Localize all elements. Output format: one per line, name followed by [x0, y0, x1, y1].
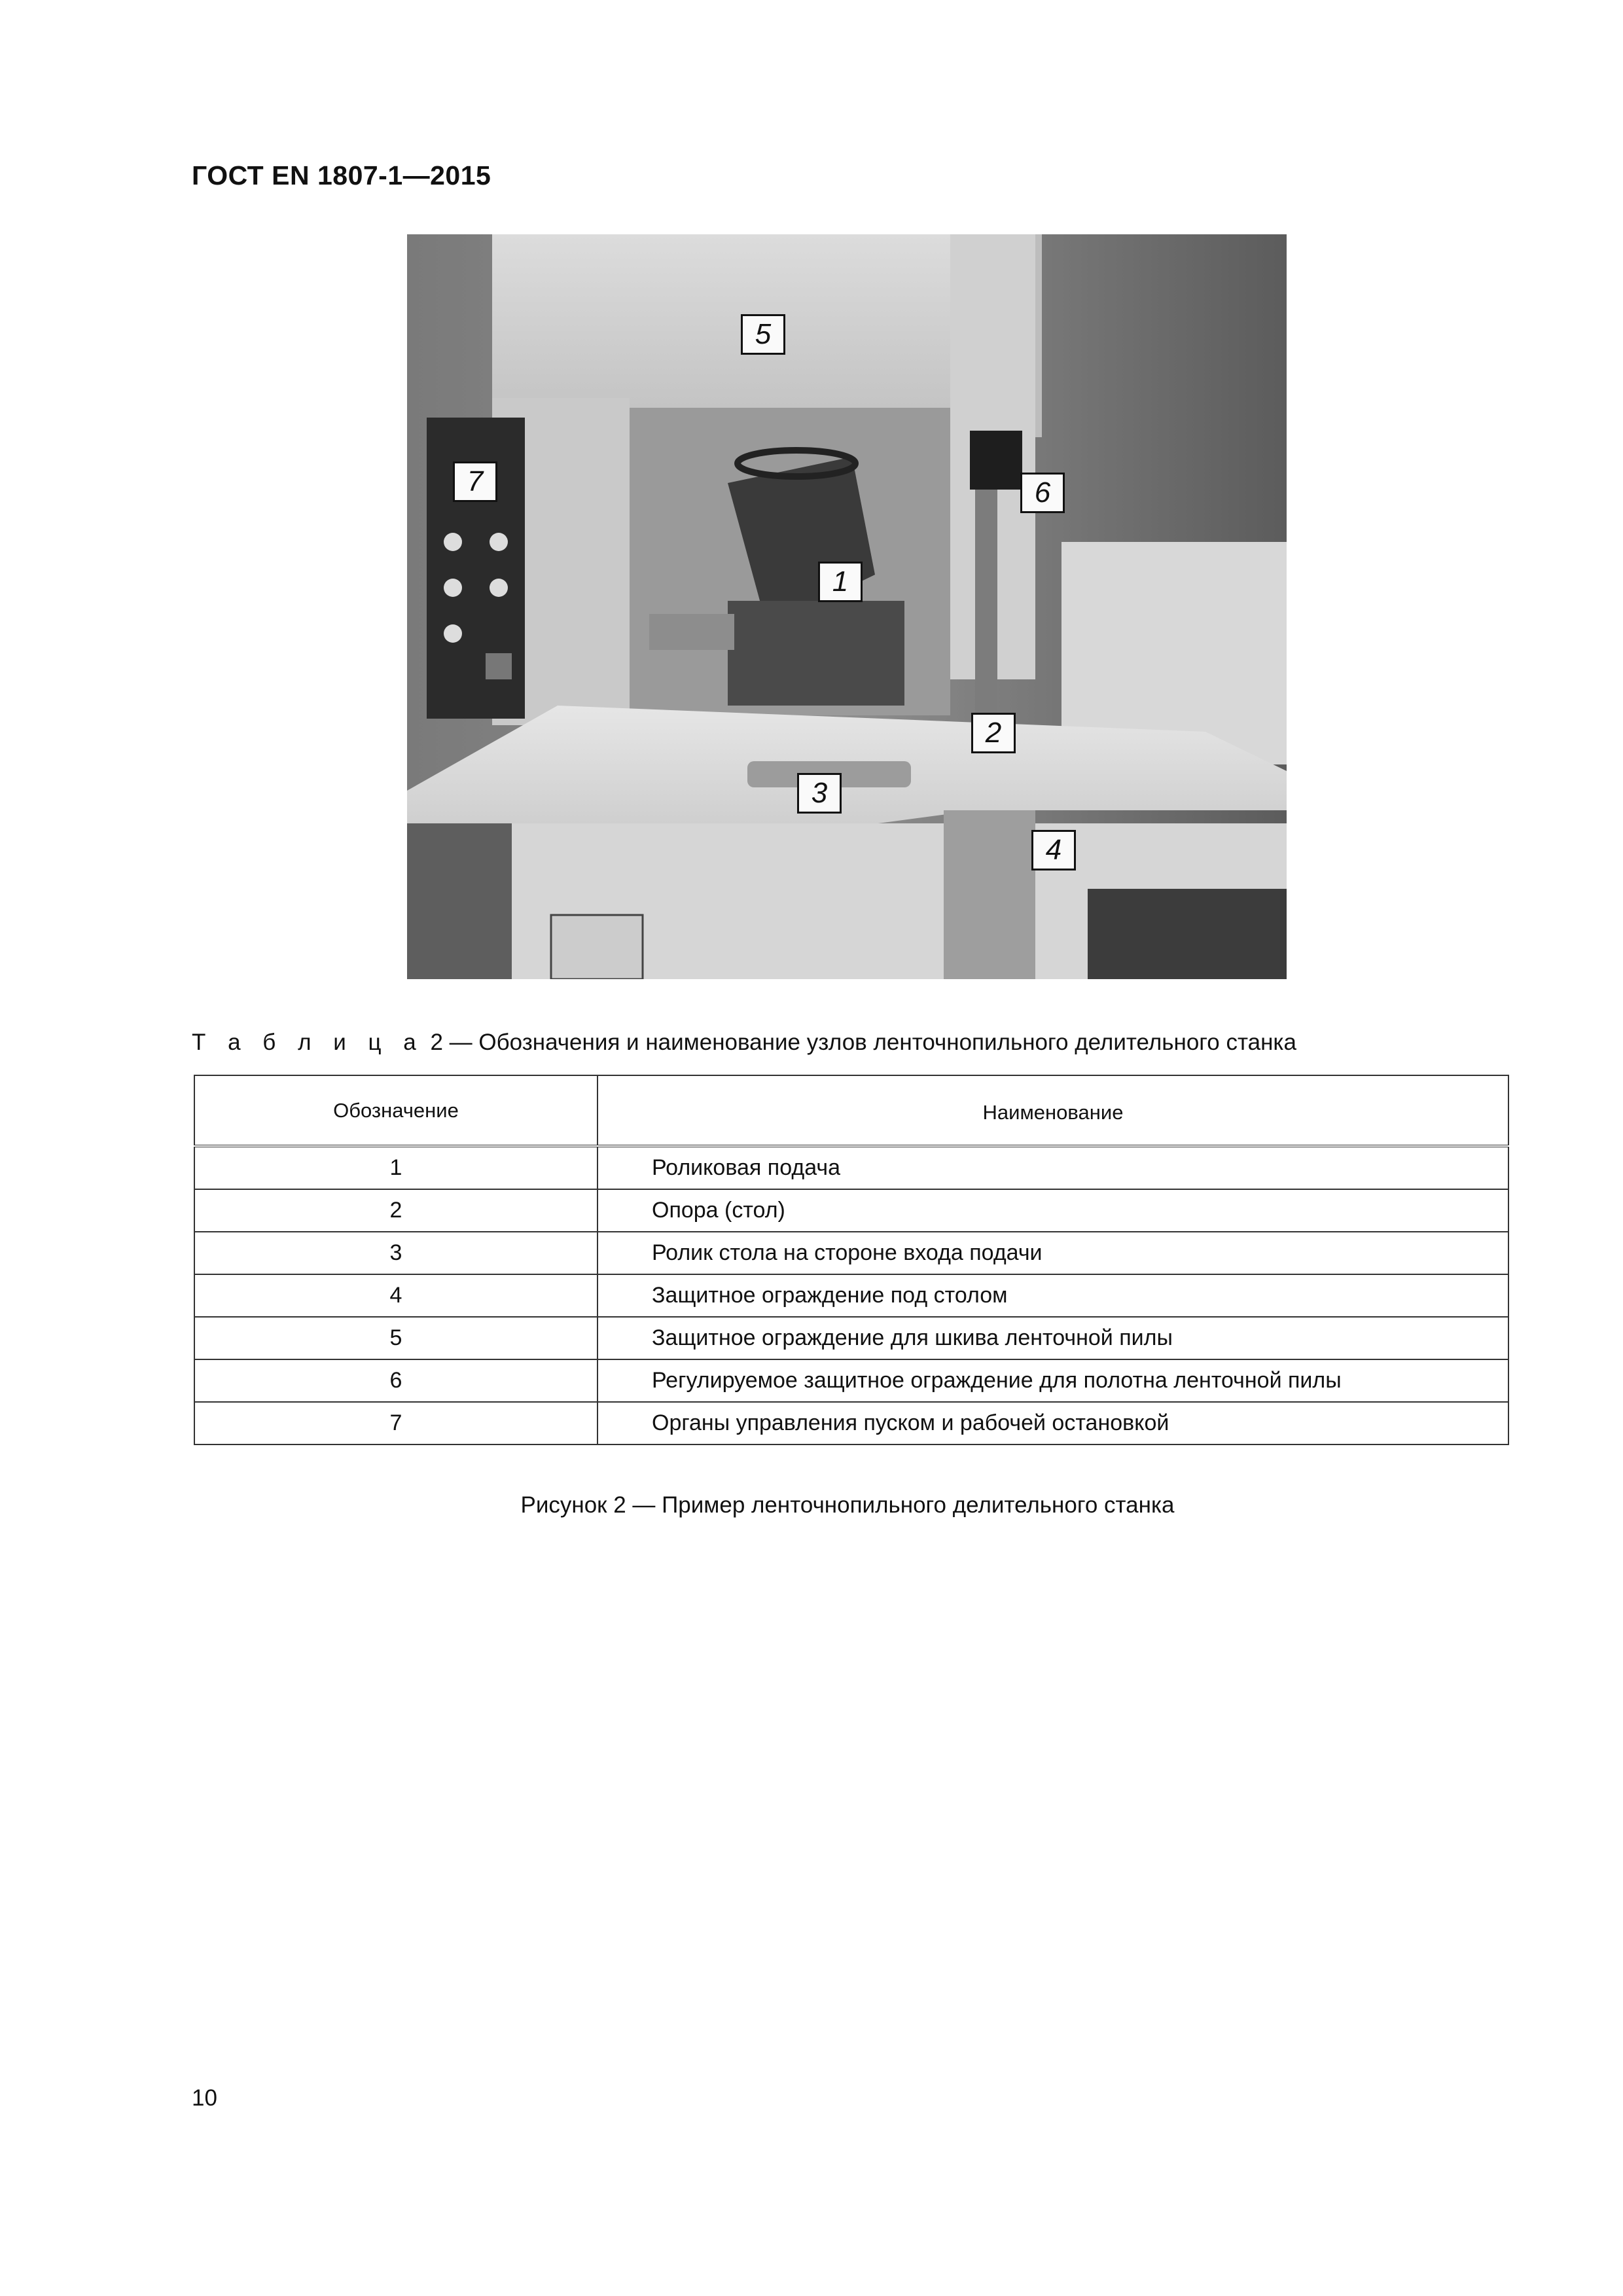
callout-6: 6: [1020, 473, 1065, 513]
page-number: 10: [192, 2085, 217, 2111]
table-caption-text: 2 — Обозначения и наименование узлов ленточнопильного делительного станка: [423, 1030, 1296, 1055]
header-designation: Обозначение: [194, 1075, 597, 1146]
row-name: Опора (стол): [597, 1189, 1508, 1232]
machine-photo: [407, 234, 1287, 979]
row-designation: 5: [194, 1317, 597, 1359]
row-name: Регулируемое защитное ограждение для полотна ленточной пилы: [597, 1359, 1508, 1402]
row-name: Ролик стола на стороне входа подачи: [597, 1232, 1508, 1274]
callout-5: 5: [741, 314, 785, 355]
row-designation: 1: [194, 1146, 597, 1189]
row-designation: 7: [194, 1402, 597, 1444]
table-row: [194, 1146, 1508, 1189]
row-name: Защитное ограждение под столом: [597, 1274, 1508, 1317]
table-row: [194, 1232, 1508, 1274]
table-row: [194, 1359, 1508, 1402]
row-name: Роликовая подача: [597, 1146, 1508, 1189]
table-row: [194, 1189, 1508, 1232]
document-header: ГОСТ EN 1807-1—2015: [192, 160, 491, 190]
parts-table: [194, 1075, 1509, 1445]
row-designation: 2: [194, 1189, 597, 1232]
row-name: Защитное ограждение для шкива ленточной пилы: [597, 1317, 1508, 1359]
row-designation: 6: [194, 1359, 597, 1402]
callout-4: 4: [1031, 830, 1076, 870]
header-name: Наименование: [597, 1075, 1508, 1146]
row-name: Органы управления пуском и рабочей остановкой: [597, 1402, 1508, 1444]
table-header-row: [194, 1075, 1508, 1146]
table-row: [194, 1317, 1508, 1359]
table-row: [194, 1274, 1508, 1317]
table-caption-prefix: Т а б л и ц а: [192, 1030, 424, 1055]
callout-7: 7: [453, 461, 497, 502]
row-designation: 3: [194, 1232, 597, 1274]
callout-1: 1: [818, 562, 863, 602]
callout-2: 2: [971, 713, 1016, 753]
callout-3: 3: [797, 773, 842, 814]
table-row: [194, 1402, 1508, 1444]
table-caption: [192, 1030, 1296, 1056]
row-designation: 4: [194, 1274, 597, 1317]
figure-caption: Рисунок 2 — Пример ленточнопильного делительного станка: [520, 1492, 1175, 1518]
